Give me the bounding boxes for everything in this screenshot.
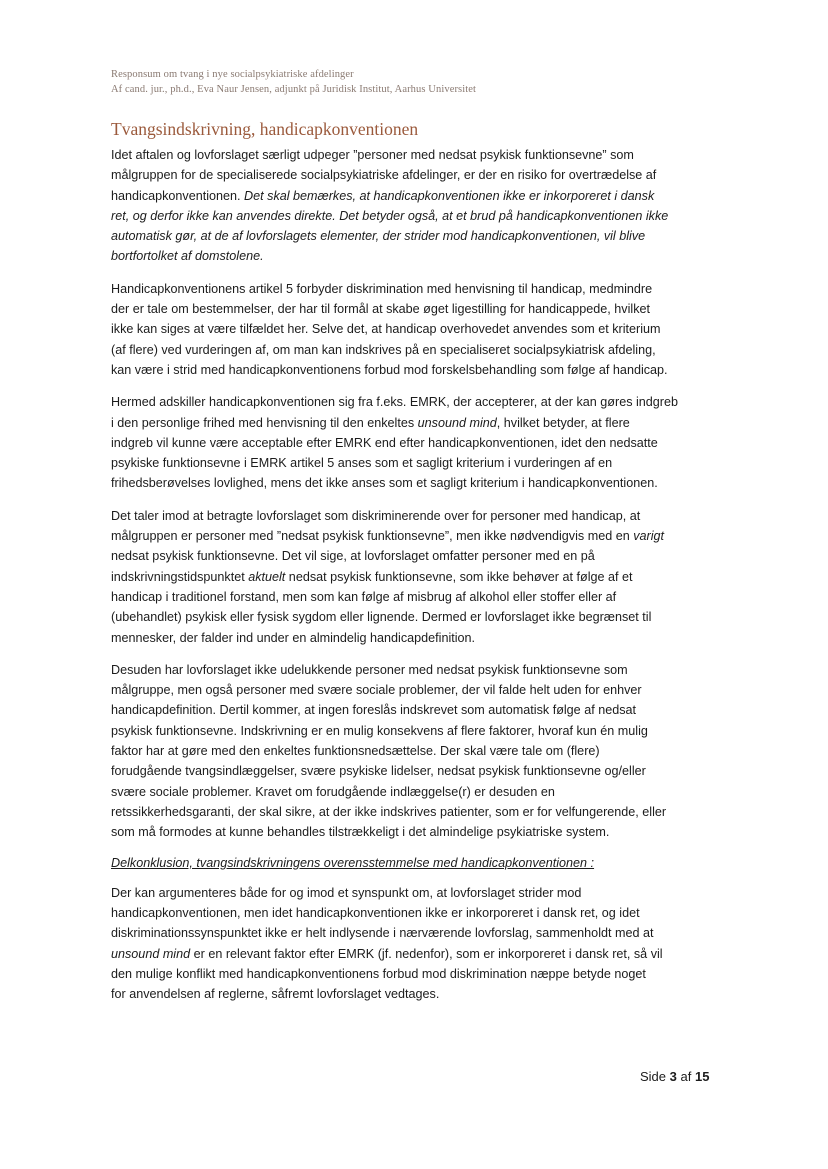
text-span: , hvilket betyder, at flere	[496, 415, 630, 430]
text-line: kan være i strid med handicapkonventionens forbud mod forskelsbehandling som følge af handicap.	[111, 362, 668, 377]
text-line: Desuden har lovforslaget ikke udelukkende personer med nedsat psykisk funktionsevne som	[111, 662, 628, 677]
running-header-title: Responsum om tvang i nye socialpsykiatriske afdelinger	[111, 69, 354, 80]
text-line	[111, 567, 717, 587]
text-line: automatisk gør, at de af lovforslagets elementer, der strider mod handicapkonventionen, vil blive	[111, 229, 646, 244]
paragraph-6	[111, 883, 717, 1005]
current-page-number: 3	[669, 1069, 677, 1084]
text-span: handicapkonventionen.	[111, 188, 245, 203]
text-line	[111, 186, 717, 206]
running-header-author: Af cand. jur., ph.d., Eva Naur Jensen, adjunkt på Juridisk Institut, Aarhus Universitet	[111, 84, 477, 95]
text-line: handicapkonventionen, men idet handicapkonventionen ikke er inkorporeret i dansk ret, og idet	[111, 906, 640, 921]
text-line: som må formodes at kunne behandles tilstrækkeligt i det almindelige psykiatriske system.	[111, 825, 610, 840]
paragraph-spacer	[111, 843, 717, 853]
text-line: den mulige konflikt med handicapkonventionens forbud mod diskrimination næppe betyde noget	[111, 966, 646, 981]
text-line: ikke kan siges at være tilfældet her. Selve det, at handicap overhovedet anvendes som et kriterium	[111, 322, 661, 337]
text-line: frihedsberøvelses lovlighed, mens det ikke anses som et sagligt kriterium i handicapkonventionen.	[111, 476, 658, 491]
text-line: Handicapkonventionens artikel 5 forbyder diskrimination med henvisning til handicap, medmindre	[111, 281, 653, 296]
text-span: er en relevant faktor efter EMRK (jf. nedenfor), som er inkorporeret i dansk ret, så vil	[190, 946, 663, 961]
document-body	[111, 145, 717, 1005]
page-number-footer	[640, 1069, 709, 1084]
text-span: målgruppen er personer med ”nedsat psykisk funktionsevne”, men ikke nødvendigvis med en	[111, 529, 634, 544]
text-span: nedsat psykisk funktionsevne, som ikke behøver at følge af et	[285, 569, 633, 584]
section-title: Tvangsindskrivning, handicapkonventionen	[111, 119, 419, 139]
text-line: retssikkerhedsgaranti, der skal sikre, at der ikke indskrives patienter, som er for velfungerende, eller	[111, 804, 667, 819]
italic-text: unsound mind	[111, 946, 191, 961]
text-line: diskriminationssynspunktet ikke er helt indlysende i nærværende lovforslag, sammenholdt med at	[111, 926, 654, 941]
paragraph-spacer	[111, 648, 717, 660]
text-line: for anvendelsen af reglerne, såfremt lovforslaget vedtages.	[111, 987, 440, 1002]
text-line: bortfortolket af domstolene.	[111, 249, 264, 264]
italic-text: unsound mind	[417, 415, 497, 430]
italic-text: varigt	[633, 529, 665, 544]
paragraph-5	[111, 660, 717, 843]
text-line: Hermed adskiller handicapkonventionen sig fra f.eks. EMRK, der accepterer, at der kan gøres indgreb	[111, 395, 679, 410]
text-line: Det taler imod at betragte lovforslaget som diskriminerende over for personer med handicap, at	[111, 508, 641, 523]
text-line: forudgående tvangsindlæggelser, svære psykiske lidelser, nedsat psykisk funktionsevne og/eller	[111, 764, 646, 779]
text-line: målgruppe, men også personer med svære sociale problemer, der vil falde helt uden for enhver	[111, 683, 642, 698]
italic-text: aktuelt	[248, 569, 286, 584]
text-span: indskrivningstidspunktet	[111, 569, 249, 584]
text-line	[111, 944, 717, 964]
total-pages-number: 15	[694, 1069, 710, 1084]
paragraph-1	[111, 145, 717, 267]
text-line	[111, 526, 717, 546]
text-line: der er tale om bestemmelser, der har til formål at skabe øget ligestilling for handicappede, hvilket	[111, 302, 650, 317]
text-line: mennesker, der falder ind under en almindelig handicapdefinition.	[111, 630, 476, 645]
paragraph-spacer	[111, 267, 717, 279]
text-line: ret, og derfor ikke kan anvendes direkte. Det betyder også, at et brud på handicapkonventionen ikke	[111, 208, 669, 223]
paragraph-spacer	[111, 873, 717, 883]
subconclusion-heading: Delkonklusion, tvangsindskrivningens overensstemmelse med handicapkonventionen :	[111, 855, 595, 870]
text-line: målgruppen for de specialiserede socialpsykiatriske afdelinger, er der en risiko for overtrædelse af	[111, 168, 657, 183]
text-span: i den personlige frihed med henvisning til den enkeltes	[111, 415, 418, 430]
text-line: psykisk funktionsevne. Indskrivning er en mulig konsekvens af flere faktorer, hvoraf kun én mulig	[111, 723, 648, 738]
text-line: (af flere) ved vurderingen af, om man kan indskrives på en specialiseret socialpsykiatrisk afdeling,	[111, 342, 656, 357]
text-line: nedsat psykisk funktionsevne. Det vil sige, at lovforslaget omfatter personer med en på	[111, 549, 595, 564]
footer-side-label: Side	[640, 1069, 667, 1084]
text-line: faktor har at gøre med den enkeltes funktionsnedsættelse. Der skal være tale om (flere)	[111, 744, 600, 759]
text-line: handicap i traditionel forstand, men som kan følge af misbrug af alkohol eller stoffer eller af	[111, 589, 617, 604]
text-line	[111, 413, 717, 433]
footer-of-label: af	[680, 1069, 692, 1084]
paragraph-3	[111, 392, 717, 493]
text-line: Idet aftalen og lovforslaget særligt udpeger ”personer med nedsat psykisk funktionsevne” som	[111, 148, 634, 162]
text-line: Der kan argumenteres både for og imod et synspunkt om, at lovforslaget strider mod	[111, 885, 582, 900]
text-line: svære sociale problemer. Kravet om forudgående indlæggelse(r) er desuden en	[111, 784, 555, 799]
text-line: psykiske funktionsevne i EMRK artikel 5 anses som et sagligt kriterium i vurderingen af en	[111, 456, 613, 471]
text-line: indgreb vil kunne være acceptable efter EMRK end efter handicapkonventionen, idet den nedsatte	[111, 435, 658, 450]
paragraph-4	[111, 506, 717, 648]
paragraph-spacer	[111, 380, 717, 392]
text-line: handicapdefinition. Dertil kommer, at ingen foreslås indskrevet som automatisk følge af nedsat	[111, 703, 637, 718]
paragraph-spacer	[111, 494, 717, 506]
italic-text: Det skal bemærkes, at handicapkonventionen ikke er inkorporeret i dansk	[244, 188, 655, 203]
text-line: (ubehandlet) psykisk eller fysisk sygdom eller lignende. Dermed er lovforslaget ikke begrænset til	[111, 610, 652, 625]
paragraph-2	[111, 279, 717, 380]
